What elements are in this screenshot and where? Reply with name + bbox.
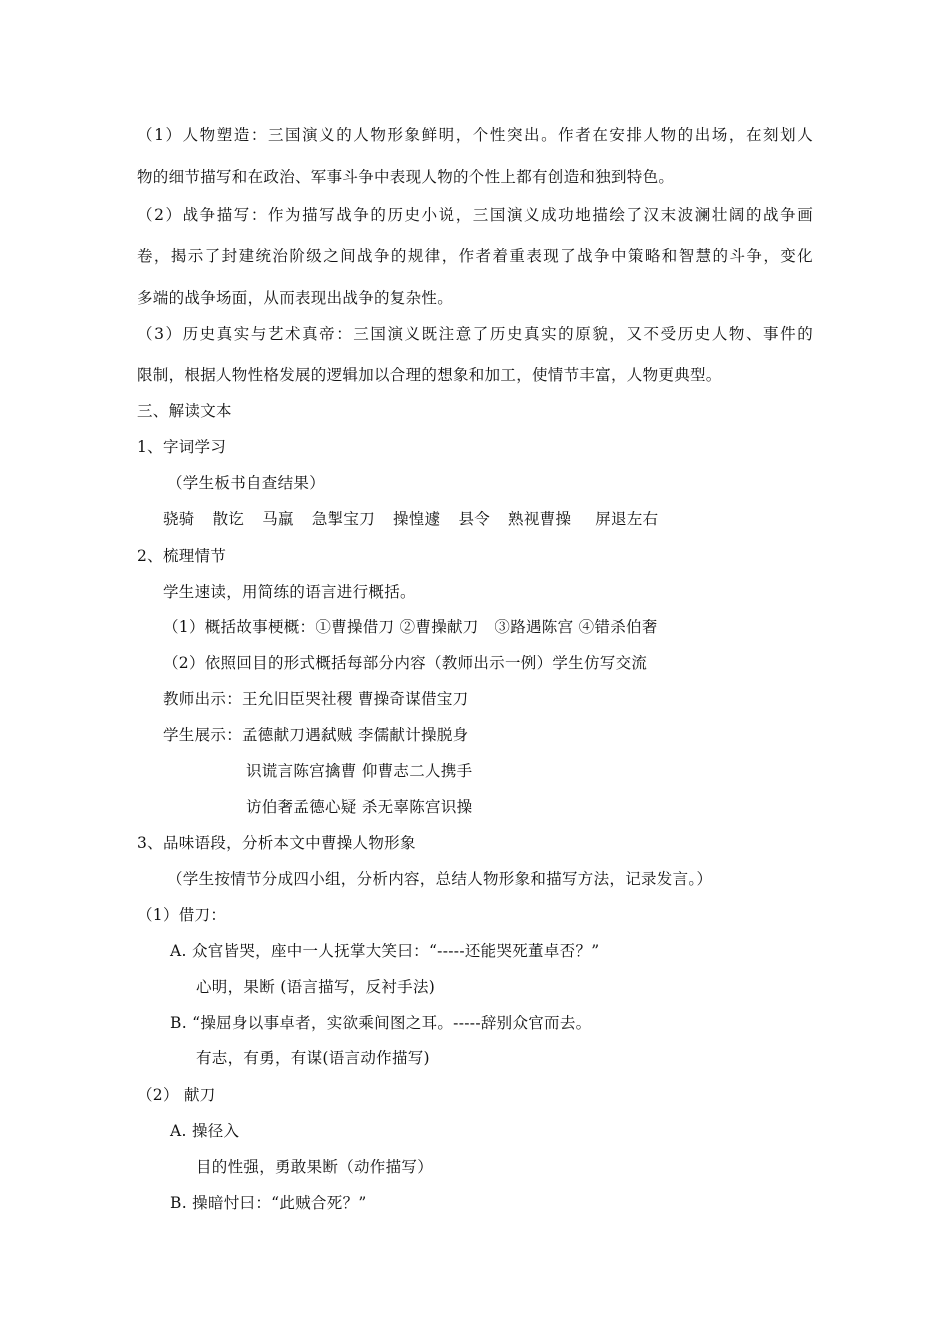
para-1-line-2: 物的细节描写和在政治、军事斗争中表现人物的个性上都有创造和独到特色。 [137, 168, 675, 186]
subsection-2-item-a: A. 操径入 [170, 1122, 240, 1140]
vocab-word: 马羸 [262, 510, 294, 528]
vocab-list [163, 508, 676, 530]
heading-2: 2、梳理情节 [137, 547, 227, 565]
vocab-word: 骁骑 [163, 510, 195, 528]
heading-2-intro: 学生速读，用简练的语言进行概括。 [163, 583, 416, 601]
para-2-line-3: 多端的战争场面，从而表现出战争的复杂性。 [137, 289, 454, 307]
summary-item-1: （1）概括故事梗概：①曹操借刀 ②曹操献刀 ③路遇陈宫 ④错杀伯奢 [163, 618, 658, 636]
heading-3: 3、品味语段，分析本文中曹操人物形象 [137, 834, 416, 852]
student-example-2: 识谎言陈宫擒曹 仰曹志二人携手 [246, 762, 473, 780]
subsection-1-item-b: B. “操屈身以事卓者，实欲乘间图之耳。-----辞别众官而去。 [170, 1014, 592, 1032]
para-1-line-1: （1）人物塑造：三国演义的人物形象鲜明，个性突出。作者在安排人物的出场，在刻划人 [137, 126, 813, 144]
subsection-1-item-b-note: 有志，有勇，有谋(语言动作描写) [196, 1049, 430, 1067]
subsection-1-item-a-note: 心明，果断 (语言描写，反衬手法) [196, 978, 436, 996]
para-2-line-2: 卷，揭示了封建统治阶级之间战争的规律，作者着重表现了战争中策略和智慧的斗争，变化 [137, 247, 813, 265]
para-3-line-1: （3）历史真实与艺术真帝：三国演义既注意了历史真实的原貌，又不受历史人物、事件的 [137, 325, 813, 343]
vocab-word: 熟视曹操 [508, 510, 572, 528]
para-2-line-1: （2）战争描写：作为描写战争的历史小说，三国演义成功地描绘了汉末波澜壮阔的战争画 [137, 206, 813, 224]
subsection-1: （1）借刀： [137, 906, 227, 924]
para-3-line-2: 限制，根据人物性格发展的逻辑加以合理的想象和加工，使情节丰富，人物更典型。 [137, 366, 722, 384]
subsection-2: （2） 献刀 [137, 1086, 216, 1104]
heading-3-note: （学生按情节分成四小组，分析内容，总结人物形象和描写方法，记录发言。） [167, 870, 713, 888]
student-example-1: 学生展示：孟德献刀遇弑贼 李儒献计操脱身 [163, 726, 469, 744]
vocab-word: 散讫 [212, 510, 245, 528]
subsection-2-item-a-note: 目的性强，勇敢果断（动作描写） [196, 1158, 434, 1176]
subsection-2-item-b: B. 操暗忖曰：“此贼合死？” [170, 1194, 367, 1212]
heading-1: 1、字词学习 [137, 438, 227, 456]
summary-item-2: （2）依照回目的形式概括每部分内容（教师出示一例）学生仿写交流 [163, 654, 648, 672]
heading-1-note: （学生板书自查结果） [167, 474, 326, 492]
vocab-word: 县令 [458, 510, 491, 528]
vocab-word: 操惶遽 [393, 510, 441, 528]
section-heading: 三、解读文本 [137, 402, 232, 420]
student-example-3: 访伯奢孟德心疑 杀无辜陈宫识操 [246, 798, 473, 816]
teacher-example: 教师出示：王允旧臣哭社稷 曹操奇谋借宝刀 [163, 690, 469, 708]
vocab-word: 屏退左右 [595, 510, 659, 528]
subsection-1-item-a: A. 众官皆哭，座中一人抚掌大笑曰：“-----还能哭死董卓否？” [170, 942, 600, 960]
vocab-word: 急掣宝刀 [311, 510, 376, 528]
